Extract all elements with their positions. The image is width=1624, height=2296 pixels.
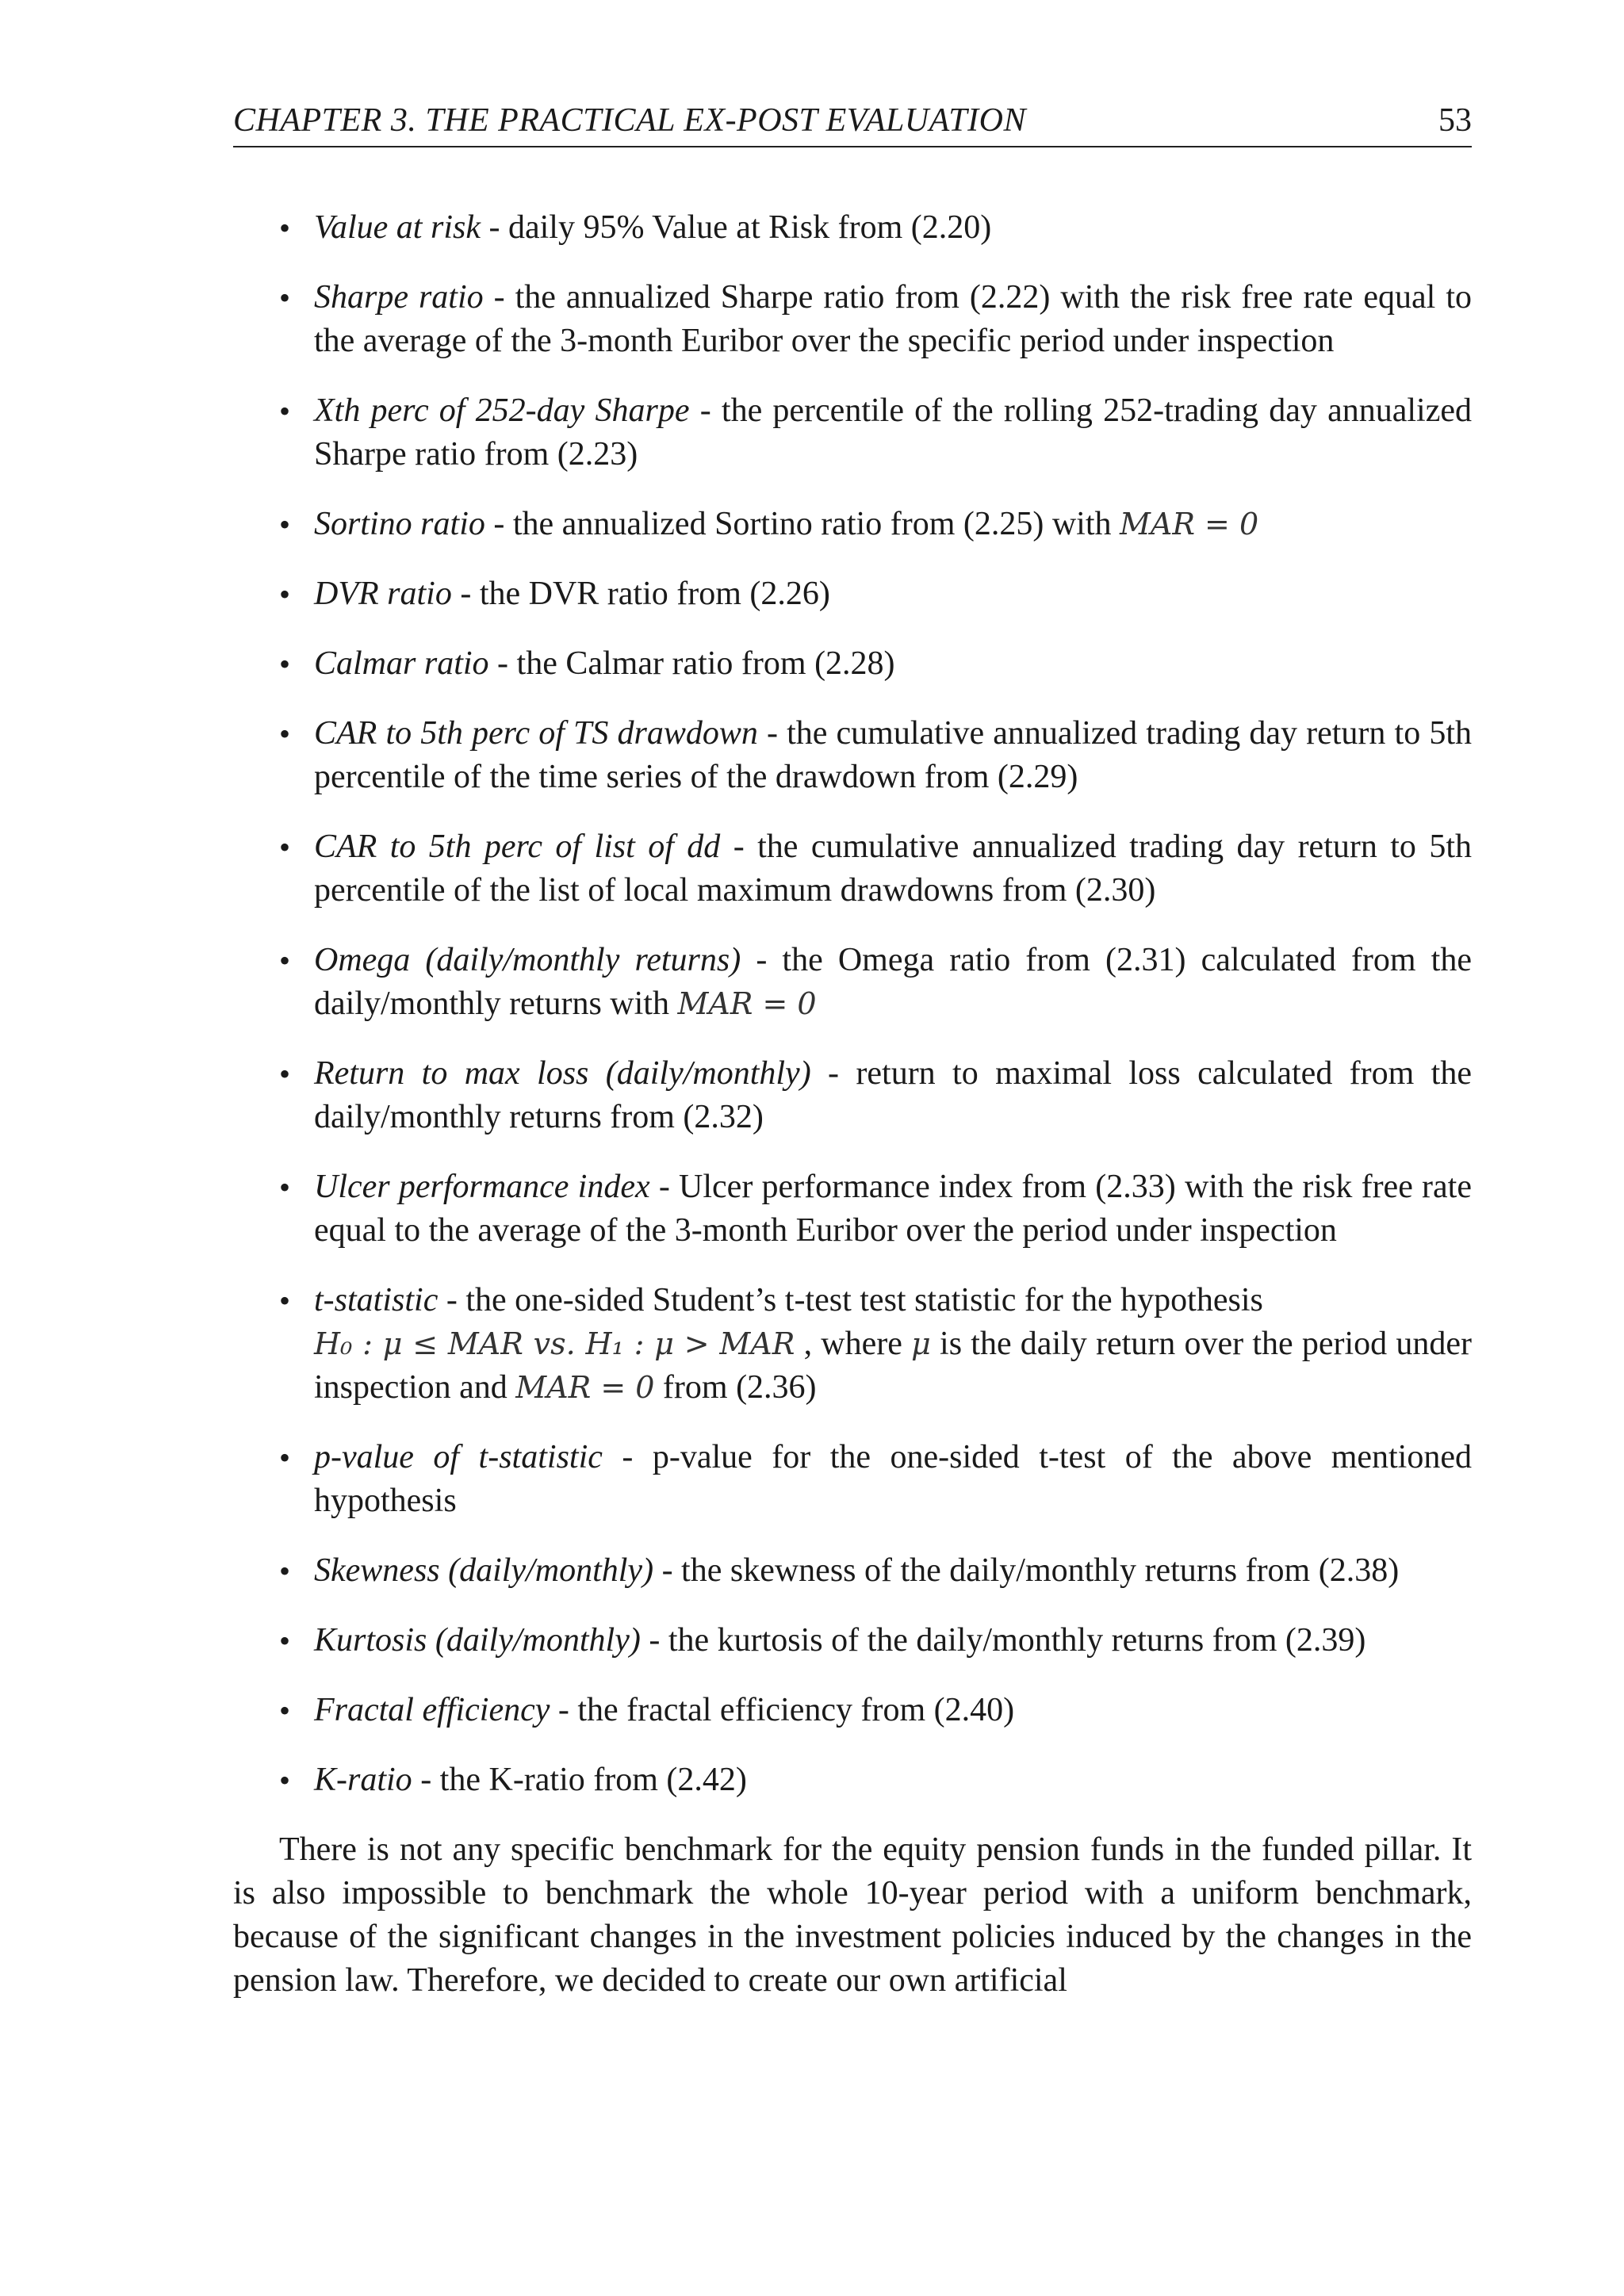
metric-description: - daily 95% Value at Risk from (2.20) [480, 209, 992, 246]
running-head [233, 98, 1472, 147]
list-item [233, 712, 1472, 799]
bullet-icon: • [279, 646, 291, 682]
metric-term: Value at risk [314, 209, 481, 246]
list-item [233, 206, 1472, 250]
hypothesis-reference: from (2.36) [654, 1369, 817, 1406]
metric-term: t-statistic [314, 1282, 439, 1318]
metric-term: Sharpe ratio [314, 279, 484, 316]
metric-description: - the annualized Sortino ratio from (2.25) with [485, 506, 1120, 542]
math-expression: MAR = 0 [515, 1370, 655, 1405]
metric-description: - the fractal efficiency from (2.40) [550, 1692, 1015, 1728]
metric-description: - the cumulative annualized trading day return to 5th percentile of the list of local maximum drawdowns from (2.30) [314, 828, 1473, 909]
bullet-icon: • [279, 1056, 291, 1092]
bullet-icon: • [279, 716, 291, 752]
list-item [233, 939, 1472, 1026]
metric-term: DVR ratio [314, 576, 452, 612]
metric-term: p-value of t-statistic [314, 1439, 603, 1475]
metric-description: - the Calmar ratio from (2.28) [488, 645, 895, 682]
metric-term: Sortino ratio [314, 506, 485, 542]
metric-description: - return to maximal loss calculated from the daily/monthly returns from (2.32) [314, 1055, 1472, 1135]
metric-description: - Ulcer performance index from (2.33) with the risk free rate equal to the average of the 3-month Euribor over the period under inspection [314, 1169, 1472, 1249]
bullet-icon: • [279, 1553, 291, 1589]
list-item [233, 1052, 1472, 1139]
metric-term: Kurtosis (daily/monthly) [314, 1622, 641, 1659]
metric-description: - the Omega ratio from (2.31) calculated from the daily/monthly returns with [314, 942, 1472, 1022]
bullet-icon: • [279, 210, 291, 246]
bullet-icon: • [279, 393, 291, 429]
bullet-icon: • [279, 1693, 291, 1728]
metric-term: Fractal efficiency [314, 1692, 550, 1728]
hypothesis-expression: H₀ : μ ≤ MAR vs. H₁ : μ > MAR [314, 1326, 795, 1361]
list-item [233, 389, 1472, 476]
bullet-icon: • [279, 1762, 291, 1798]
metric-term: Ulcer performance index [314, 1169, 650, 1205]
list-item [233, 1436, 1472, 1523]
list-item [233, 1165, 1472, 1253]
list-item [233, 276, 1472, 363]
bullet-icon: • [279, 1440, 291, 1475]
metric-description: - the cumulative annualized trading day return to 5th percentile of the time series of the drawdown from (2.29) [314, 715, 1473, 795]
list-item [233, 825, 1472, 913]
metric-term: CAR to 5th perc of list of dd [314, 828, 721, 865]
metric-description: - the skewness of the daily/monthly returns from (2.38) [653, 1552, 1400, 1589]
metric-description: - p-value for the one-sided t-test of the above mentioned hypothesis [314, 1439, 1472, 1519]
list-item [233, 1549, 1472, 1593]
main-content [233, 206, 1472, 2036]
list-item [233, 1689, 1472, 1732]
hypothesis-connector: , where [795, 1326, 912, 1362]
bullet-icon: • [279, 280, 291, 316]
bullet-icon: • [279, 943, 291, 978]
list-item [233, 642, 1472, 686]
list-item [233, 1279, 1472, 1410]
metric-term: Skewness (daily/monthly) [314, 1552, 654, 1589]
metric-description: - the annualized Sharpe ratio from (2.22) with the risk free rate equal to the average of the 3-month Euribor over the specific period under inspection [314, 279, 1472, 359]
metric-term: CAR to 5th perc of TS drawdown [314, 715, 758, 752]
body-paragraph: There is not any specific benchmark for the equity pension funds in the funded pillar. It is also impossible to benchmark the whole 10-year period with a uniform benchmark, because of the significant changes in the investment policies induced by the changes in the pension law. Therefore, we decided to create our own artificial [233, 1831, 1472, 1999]
bullet-icon: • [279, 1169, 291, 1205]
bullet-icon: • [279, 1283, 291, 1318]
metric-term: Omega (daily/monthly returns) [314, 942, 741, 978]
bullet-icon: • [279, 507, 291, 542]
list-item [233, 1758, 1472, 1802]
list-item [233, 503, 1472, 546]
metric-term: Return to max loss (daily/monthly) [314, 1055, 811, 1092]
bullet-icon: • [279, 829, 291, 865]
mu-symbol: μ [911, 1326, 931, 1361]
metric-description: - the percentile of the rolling 252-trading day annualized Sharpe ratio from (2.23) [314, 392, 1472, 473]
metric-description: - the DVR ratio from (2.26) [451, 576, 830, 612]
metric-description: - the kurtosis of the daily/monthly returns from (2.39) [640, 1622, 1366, 1659]
math-expression: MAR = 0 [1120, 507, 1259, 541]
metric-term: K-ratio [314, 1762, 412, 1798]
metric-term: Xth perc of 252-day Sharpe [314, 392, 690, 429]
page-number: 53 [1438, 102, 1472, 139]
list-item [233, 1619, 1472, 1663]
bullet-icon: • [279, 576, 291, 612]
metric-term: Calmar ratio [314, 645, 489, 682]
metric-description: - the one-sided Student’s t-test test statistic for the hypothesis [438, 1282, 1263, 1318]
bullet-icon: • [279, 1623, 291, 1659]
metric-description: - the K-ratio from (2.42) [412, 1762, 747, 1798]
metrics-list [233, 206, 1472, 1802]
chapter-title: CHAPTER 3. THE PRACTICAL EX-POST EVALUATION [233, 102, 1026, 139]
list-item [233, 572, 1472, 616]
math-expression: MAR = 0 [677, 986, 817, 1021]
hypothesis-tail: is the daily return over the period under inspection and [314, 1326, 1473, 1406]
